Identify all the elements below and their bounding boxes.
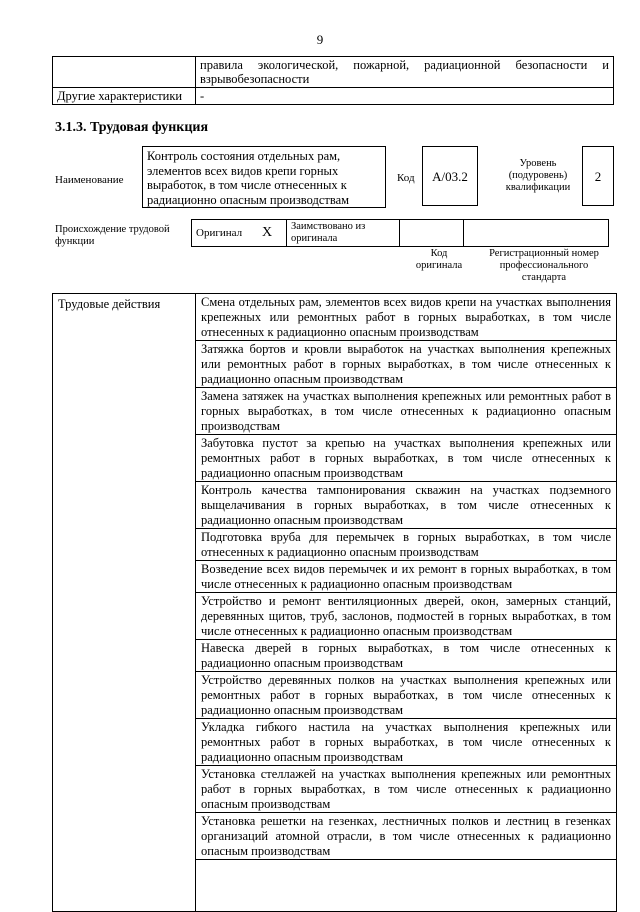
code-original-caption: Код оригинала: [415, 248, 463, 271]
labor-actions-table: [52, 293, 617, 912]
level-label: Уровень (подуровень) квалификации: [505, 158, 571, 193]
labor-actions-label: Трудовые действия: [53, 294, 196, 912]
labor-action-item: Укладка гибкого настила на участках выполнения крепежных или ремонтных работ в горных выработках, в том числе отнесенных к радиационно опасным производствам: [196, 719, 617, 766]
function-name-value: Контроль состояния отдельных рам, элементов всех видов крепи горных выработок, в том числе отнесенных к радиационно опасным производствам: [142, 146, 386, 208]
labor-action-item: Навеска дверей в горных выработках, в том числе отнесенных к радиационно опасным производствам: [196, 640, 617, 672]
other-characteristics-label: Другие характеристики: [53, 88, 196, 105]
section-heading: 3.1.3. Трудовая функция: [55, 120, 209, 135]
reg-number-cell: [464, 220, 609, 247]
labor-action-item: Смена отдельных рам, элементов всех видов крепи на участках выполнения крепежных или ремонтных работ в горных выработках, в том числе отнесенных к радиационно опасным производствам: [196, 294, 617, 341]
name-label: Наименование: [55, 174, 124, 186]
other-characteristics-value: -: [196, 88, 614, 105]
original-label: Оригинал: [192, 220, 249, 247]
labor-action-item: Установка стеллажей на участках выполнения крепежных или ремонтных работ в горных выработках, в том числе отнесенных к радиационно опасным производствам: [196, 766, 617, 813]
labor-action-empty-cell: [196, 860, 617, 912]
labor-action-item: Возведение всех видов перемычек и их ремонт в горных выработках, в том числе отнесенных к радиационно опасным производствам: [196, 561, 617, 593]
code-label: Код: [397, 172, 415, 184]
borrowed-label: Заимствовано из оригинала: [287, 220, 400, 247]
top-table-row1-text: правила экологической, пожарной, радиационной безопасности и взрывобезопасности: [196, 57, 614, 88]
code-original-cell: [400, 220, 464, 247]
labor-action-item: Замена затяжек на участках выполнения крепежных или ремонтных работ в горных выработках, в том числе отнесенных к радиационно опасным производствам: [196, 388, 617, 435]
labor-action-row: [53, 294, 617, 341]
top-table: [52, 56, 614, 105]
labor-action-item: Устройство деревянных полков на участках выполнения крепежных или ремонтных работ в горных выработках, в том числе отнесенных к радиационно опасным производствам: [196, 672, 617, 719]
labor-action-item: Установка решетки на гезенках, лестничных полков и лестниц в гезенках организаций атомной отрасли, в том числе отнесенных к радиационно опасным производствам: [196, 813, 617, 860]
labor-action-item: Устройство и ремонт вентиляционных дверей, окон, замерных станций, деревянных щитов, труб, заслонов, подмостей в горных выработках, в том числе отнесенных к радиационно опасным производствам: [196, 593, 617, 640]
origin-table: [191, 219, 609, 247]
labor-action-item: Подготовка вруба для перемычек в горных выработках, в том числе отнесенных к радиационно опасным производствам: [196, 529, 617, 561]
labor-action-item: Забутовка пустот за крепью на участках выполнения крепежных или ремонтных работ в горных выработках, в том числе отнесенных к радиационно опасным производствам: [196, 435, 617, 482]
page-number: 9: [316, 32, 324, 47]
origin-label: Происхождение трудовой функции: [55, 224, 170, 247]
original-mark: X: [248, 220, 287, 247]
labor-action-item: Контроль качества тампонирования скважин на участках подземного выщелачивания в горных выработках, в том числе отнесенных к радиационно опасным производствам: [196, 482, 617, 529]
code-value: A/03.2: [422, 146, 478, 206]
level-value: 2: [582, 146, 614, 206]
reg-number-caption: Регистрационный номер профессионального стандарта: [489, 248, 599, 283]
labor-action-item: Затяжка бортов и кровли выработок на участках выполнения крепежных или ремонтных работ в горных выработках, в том числе отнесенных к радиационно опасным производствам: [196, 341, 617, 388]
top-table-empty-cell: [53, 57, 196, 88]
